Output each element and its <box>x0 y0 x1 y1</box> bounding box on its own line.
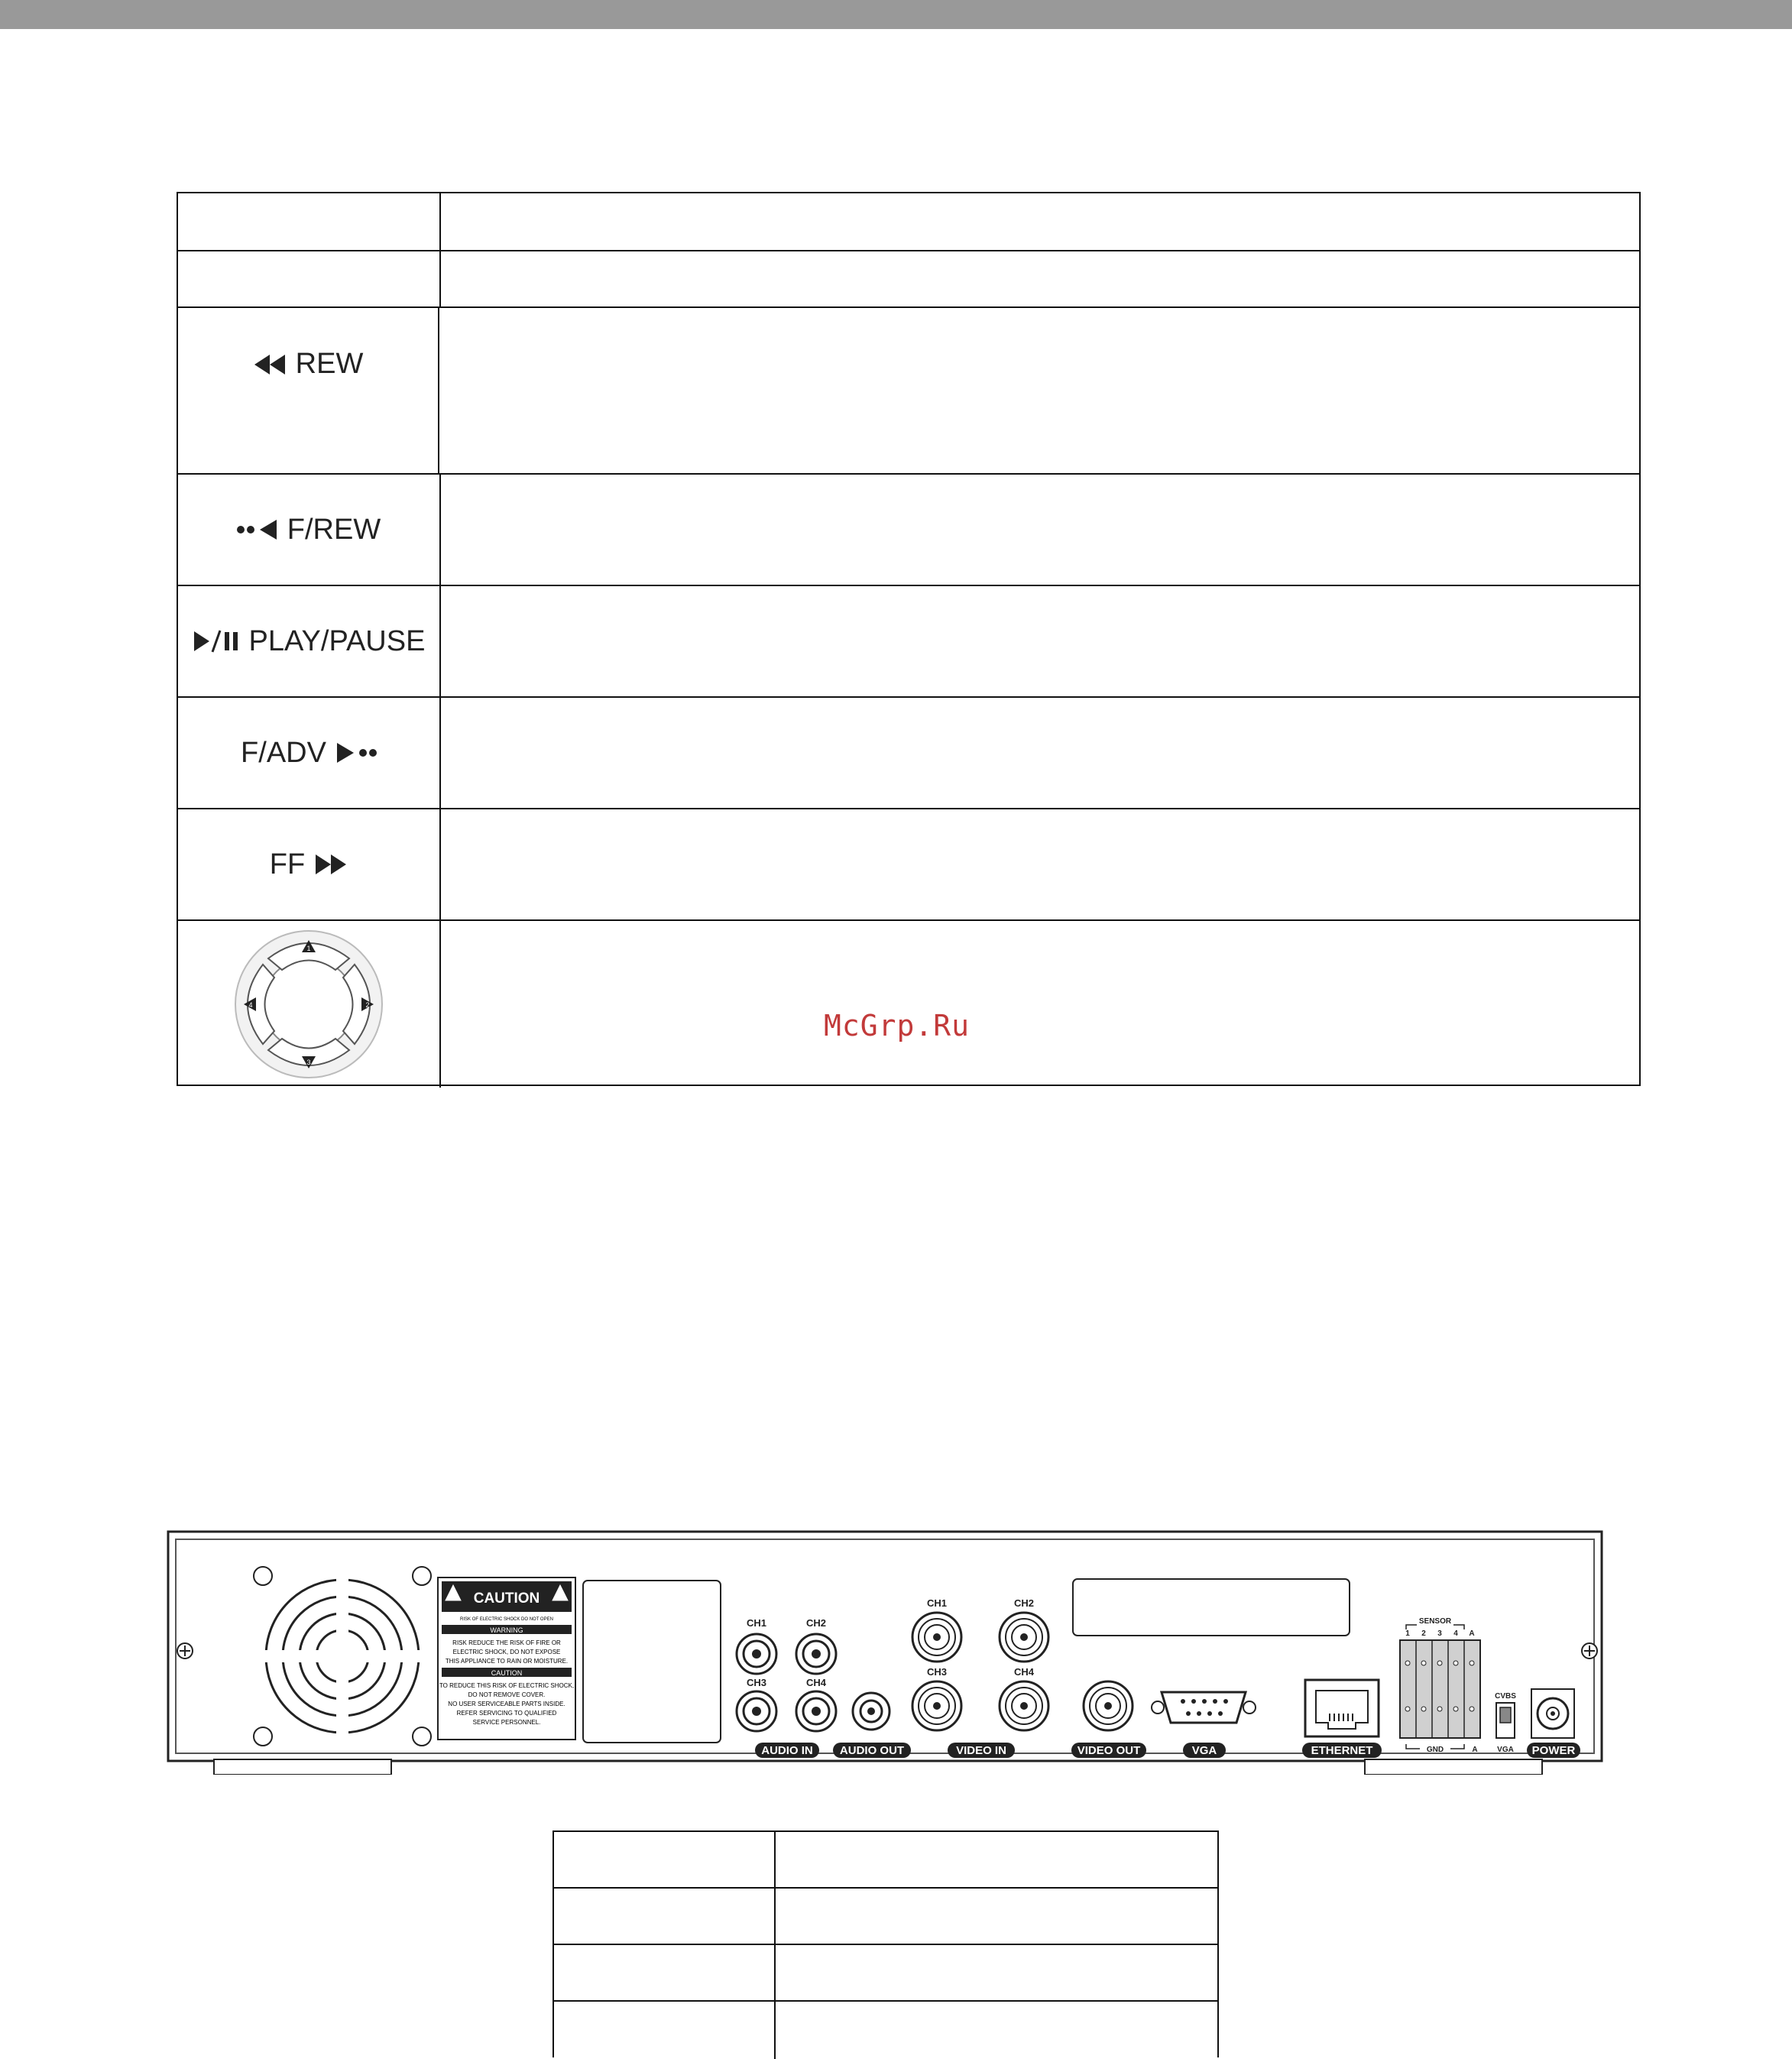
expansion-slot <box>1073 1579 1350 1636</box>
control-description-cell <box>441 251 1639 306</box>
table-row <box>178 251 1639 308</box>
table-row <box>178 698 1639 809</box>
table-row <box>178 586 1639 698</box>
connector-value-cell <box>776 1832 1217 1887</box>
warning-text-line: THIS APPLIANCE TO RAIN OR MOISTURE. <box>445 1658 569 1665</box>
video-in-ch2-label: CH2 <box>1013 1597 1035 1609</box>
table-row <box>178 308 1639 475</box>
pad-number-left: 4 <box>248 1001 253 1009</box>
control-label-cell <box>178 308 439 473</box>
header-bar <box>0 0 1792 29</box>
table-row <box>178 921 1639 1088</box>
ff-label: FF <box>270 848 348 881</box>
switch-top-label: CVBS <box>1495 1692 1516 1701</box>
sensor-gnd-label: GND <box>1426 1746 1444 1754</box>
caution-text-line: REFER SERVICING TO QUALIFIED <box>456 1710 557 1717</box>
caution-text-line: TO REDUCE THIS RISK OF ELECTRIC SHOCK, <box>439 1682 575 1689</box>
caution-text-line: NO USER SERVICEABLE PARTS INSIDE. <box>448 1701 565 1707</box>
power-label: POWER <box>1531 1744 1576 1757</box>
controls-table <box>177 192 1641 1086</box>
frame-rewind-icon <box>237 518 278 541</box>
video-in-ch4-label: CH4 <box>1013 1666 1035 1678</box>
control-label-cell <box>178 698 441 808</box>
watermark: McGrp.Ru <box>824 1009 971 1042</box>
direction-pad-icon <box>228 928 389 1081</box>
control-description-cell <box>441 475 1639 585</box>
caution-label <box>438 1577 575 1740</box>
sensor-a-label: A <box>1472 1746 1478 1754</box>
play-pause-label: PLAY/PAUSE <box>193 625 426 658</box>
connector-value-cell <box>776 1889 1217 1944</box>
connector-table <box>553 1830 1219 2057</box>
video-out-label: VIDEO OUT <box>1077 1744 1141 1757</box>
bnc-connector-icon <box>1000 1613 1048 1662</box>
cvbs-vga-switch[interactable] <box>1496 1703 1515 1738</box>
ethernet-label: ETHERNET <box>1311 1744 1373 1757</box>
connector-value-cell <box>776 1945 1217 2000</box>
control-label-cell <box>178 809 441 919</box>
sensor-number: 4 <box>1453 1629 1458 1638</box>
warning-text-line: RISK REDUCE THE RISK OF FIRE OR <box>452 1639 561 1646</box>
control-description-cell <box>441 921 1639 1088</box>
rewind-icon <box>253 353 287 376</box>
control-label-cell <box>178 921 441 1088</box>
connector-label-cell <box>554 1832 776 1887</box>
audio-out-jack-icon <box>853 1693 890 1730</box>
rca-jack-icon <box>737 1634 776 1674</box>
audio-in-ch4-label: CH4 <box>805 1677 827 1688</box>
control-description-cell <box>441 698 1639 808</box>
caution-title: CAUTION <box>473 1590 540 1607</box>
sensor-number: 2 <box>1421 1629 1426 1638</box>
screw-icon <box>1582 1643 1597 1659</box>
audio-in-ch3-label: CH3 <box>746 1677 767 1688</box>
control-description-cell <box>441 809 1639 919</box>
bnc-connector-icon <box>1000 1681 1048 1730</box>
fadv-label: F/ADV <box>241 737 377 770</box>
control-description-cell <box>441 586 1639 696</box>
sensor-number: 1 <box>1405 1629 1410 1638</box>
rca-jack-icon <box>796 1634 836 1674</box>
audio-out-label: AUDIO OUT <box>839 1744 905 1757</box>
bnc-connector-icon <box>912 1613 961 1662</box>
caution-heading: CAUTION <box>491 1669 523 1677</box>
warning-text-line: ELECTRIC SHOCK, DO NOT EXPOSE <box>452 1649 561 1655</box>
table-row <box>178 475 1639 586</box>
power-jack-icon <box>1531 1689 1574 1738</box>
fast-forward-icon <box>314 853 348 876</box>
ethernet-port-icon <box>1305 1680 1379 1736</box>
rew-label: REW <box>253 348 364 381</box>
vga-label: VGA <box>1191 1744 1217 1757</box>
control-label-cell <box>178 586 441 696</box>
sensor-heading: SENSOR <box>1418 1617 1452 1626</box>
connector-value-cell <box>776 2002 1217 2059</box>
audio-in-ch1-label: CH1 <box>746 1617 767 1629</box>
table-row <box>178 193 1639 251</box>
caution-text-line: SERVICE PERSONNEL. <box>472 1719 541 1726</box>
screw-icon <box>177 1643 193 1659</box>
video-in-label: VIDEO IN <box>956 1744 1006 1757</box>
audio-in-ch2-label: CH2 <box>805 1617 827 1629</box>
control-label-cell <box>178 475 441 585</box>
table-row <box>554 2002 1217 2059</box>
rca-jack-icon <box>737 1691 776 1731</box>
table-row <box>178 809 1639 921</box>
table-row <box>554 1832 1217 1889</box>
pad-number-up: 1 <box>306 945 311 952</box>
warning-heading: WARNING <box>490 1626 523 1634</box>
connector-label-cell <box>554 1945 776 2000</box>
bnc-connector-icon <box>1084 1681 1133 1730</box>
pad-number-down: 3 <box>306 1059 311 1066</box>
table-row <box>554 1889 1217 1945</box>
table-row <box>554 1945 1217 2002</box>
video-in-ch1-label: CH1 <box>926 1597 948 1609</box>
control-label-cell <box>178 193 441 250</box>
rca-jack-icon <box>796 1691 836 1731</box>
control-label-cell <box>178 251 441 306</box>
sensor-terminal-block <box>1400 1640 1480 1738</box>
switch-bottom-label: VGA <box>1497 1746 1514 1754</box>
video-in-ch3-label: CH3 <box>926 1666 948 1678</box>
bnc-connector-icon <box>912 1681 961 1730</box>
connector-label-cell <box>554 2002 776 2059</box>
control-description-cell <box>441 193 1639 250</box>
sensor-number: A <box>1469 1629 1475 1638</box>
caution-small-text: RISK OF ELECTRIC SHOCK DO NOT OPEN <box>460 1617 553 1622</box>
audio-in-label: AUDIO IN <box>761 1744 813 1757</box>
frew-label: F/REW <box>237 514 381 546</box>
play-pause-icon <box>193 629 240 653</box>
sensor-number: 3 <box>1437 1629 1442 1638</box>
rear-panel <box>167 1530 1603 1775</box>
blank-plate <box>583 1581 721 1743</box>
connector-label-cell <box>554 1889 776 1944</box>
frame-advance-icon <box>335 741 377 764</box>
caution-text-line: DO NOT REMOVE COVER. <box>468 1691 546 1698</box>
control-description-cell <box>441 308 1639 473</box>
pad-number-right: 2 <box>365 1001 370 1009</box>
